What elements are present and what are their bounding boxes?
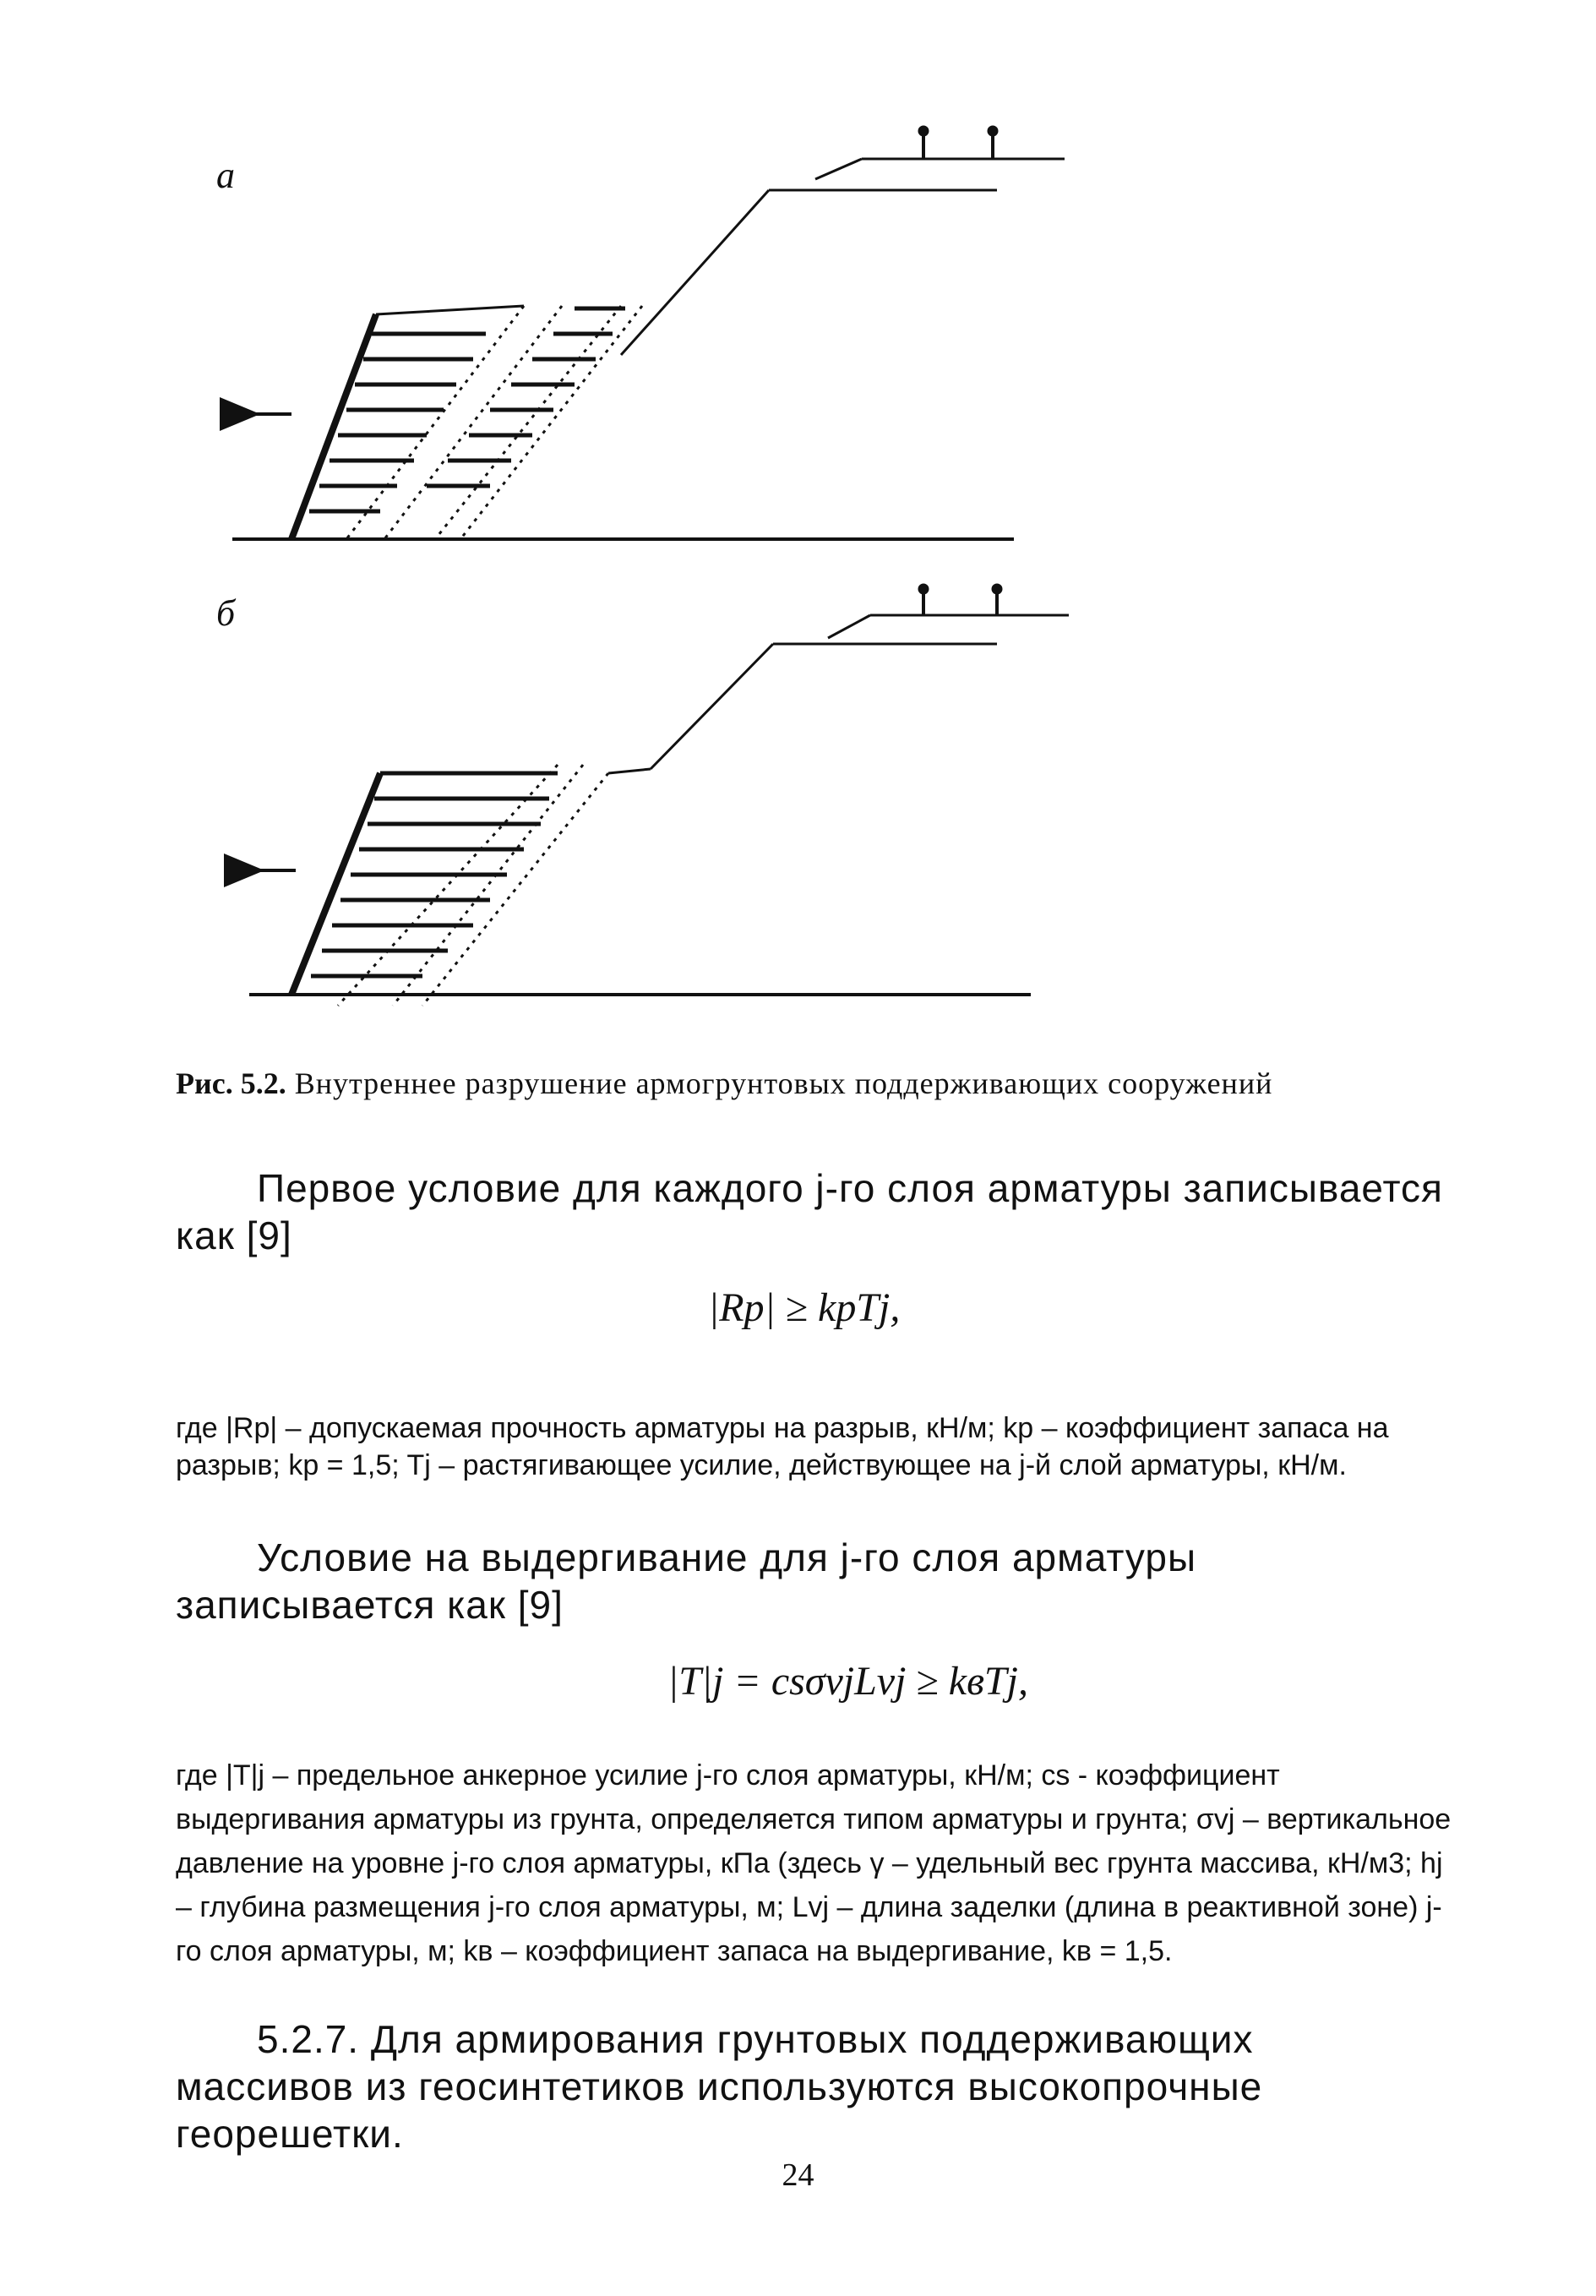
formula-1: |Rp| ≥ kpTj, [708,1285,901,1330]
page-number: 24 [782,2157,814,2193]
formula-2: |T|j = csσvjLvj ≥ kвTj, [667,1659,1028,1704]
caption-text: Внутреннее разрушение армогрунтовых поддерживающих сооружений [294,1066,1273,1100]
caption-prefix: Рис. 5.2. [176,1066,286,1100]
note-2: где |T|j – предельное анкерное усилие j-го слоя арматуры, кН/м; cs - коэффициент выдергивания арматуры из грунта, определяется типом арматуры и грунта; σvj – вертикальное давление на уровне j-го слоя арматуры, кПа (здесь γ – удельный вес грунта массива, кН/м3; hj – глубина размещения j-го слоя арматуры, м; Lvj – длина заделки (длина в реактивной зоне) j-го слоя арматуры, м; kв – коэффициент запаса на выдергивание, kв = 1,5. [176,1759,1452,1967]
diagram-b [249,584,1069,1006]
paragraph-2: Условие на выдергивание для j-го слоя арматуры записывается как [9] [176,1535,1197,1627]
figure-label-b: б [216,592,236,634]
figure-5-2 [0,0,1596,1048]
figure-caption [176,1063,1460,1104]
diagram-a [232,126,1065,539]
reinforced-soil-diagrams [0,0,1596,1048]
figure-label-a: а [216,155,235,196]
paragraph-1: Первое условие для каждого j-го слоя арматуры записывается как [9] [176,1166,1443,1257]
note-1: где |Rp| – допускаемая прочность арматуры на разрыв, кН/м; kp – коэффициент запаса на разрыв; kp = 1,5; Tj – растягивающее усилие, действующее на j-й слой арматуры, кН/м. [176,1412,1389,1481]
paragraph-3: 5.2.7. Для армирования грунтовых поддерживающих массивов из геосинтетиков используются высокопрочные георешетки. [176,2017,1263,2156]
